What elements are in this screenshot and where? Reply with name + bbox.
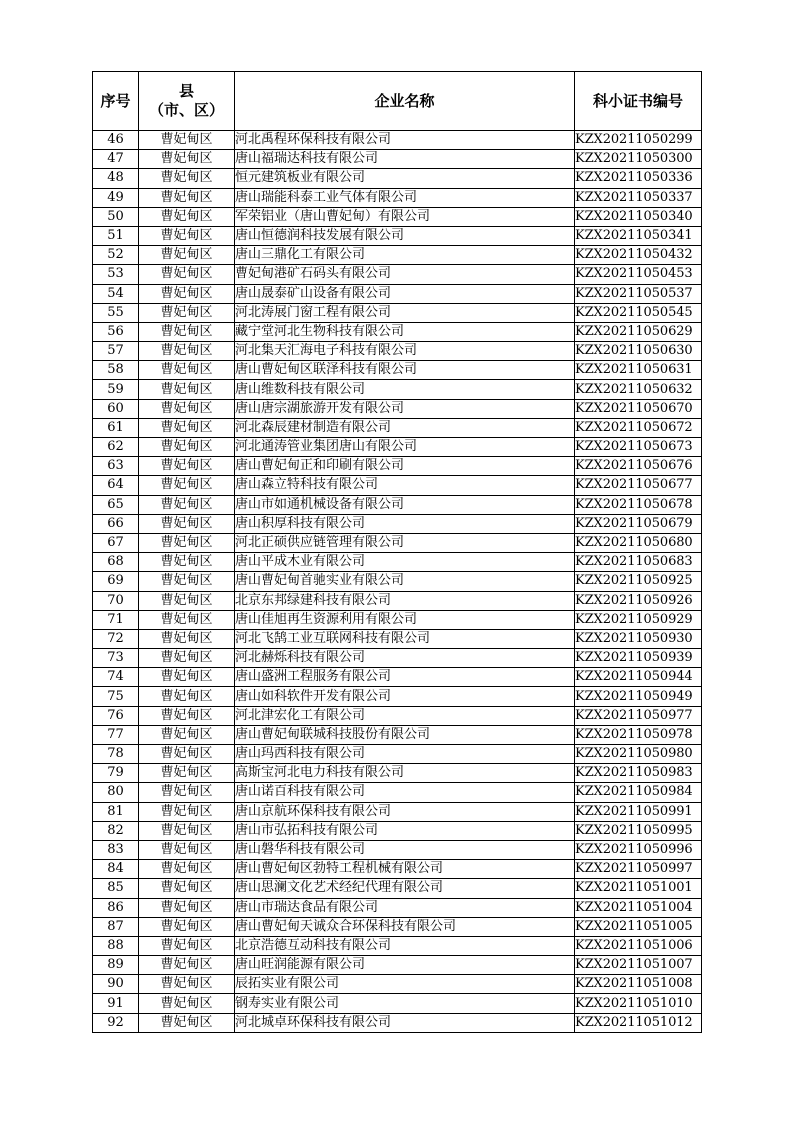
table-row [93,438,702,457]
row-county: 曹妃甸区 [139,226,235,245]
row-county: 曹妃甸区 [139,399,235,418]
row-seq: 91 [93,994,139,1013]
row-seq: 92 [93,1013,139,1032]
row-cert-number: KZX20211050930 [575,629,702,648]
table-row [93,745,702,764]
row-county: 曹妃甸区 [139,495,235,514]
table-row [93,975,702,994]
row-cert-number: KZX20211050629 [575,322,702,341]
row-county: 曹妃甸区 [139,591,235,610]
row-county: 曹妃甸区 [139,207,235,226]
row-county: 曹妃甸区 [139,629,235,648]
row-county: 曹妃甸区 [139,802,235,821]
table-row [93,879,702,898]
row-seq: 57 [93,342,139,361]
row-county: 曹妃甸区 [139,418,235,437]
row-cert-number: KZX20211050984 [575,783,702,802]
row-cert-number: KZX20211050679 [575,514,702,533]
row-cert-number: KZX20211051012 [575,1013,702,1032]
row-county: 曹妃甸区 [139,150,235,169]
header-cert: 科小证书编号 [575,72,702,131]
row-seq: 86 [93,898,139,917]
row-county: 曹妃甸区 [139,936,235,955]
row-seq: 79 [93,764,139,783]
table-row [93,821,702,840]
row-seq: 53 [93,265,139,284]
row-company-name: 河北禹程环保科技有限公司 [235,131,575,150]
row-seq: 63 [93,457,139,476]
row-company-name: 河北赫烁科技有限公司 [235,649,575,668]
header-seq: 序号 [93,72,139,131]
row-company-name: 唐山市如通机械设备有限公司 [235,495,575,514]
row-company-name: 唐山福瑞达科技有限公司 [235,150,575,169]
row-county: 曹妃甸区 [139,840,235,859]
row-seq: 56 [93,322,139,341]
row-company-name: 北京浩德互动科技有限公司 [235,936,575,955]
row-cert-number: KZX20211051010 [575,994,702,1013]
table-row [93,936,702,955]
row-company-name: 唐山恒德润科技发展有限公司 [235,226,575,245]
row-cert-number: KZX20211051008 [575,975,702,994]
row-county: 曹妃甸区 [139,476,235,495]
row-seq: 76 [93,706,139,725]
row-cert-number: KZX20211050341 [575,226,702,245]
row-county: 曹妃甸区 [139,706,235,725]
table-row [93,265,702,284]
row-county: 曹妃甸区 [139,975,235,994]
row-county: 曹妃甸区 [139,303,235,322]
row-cert-number: KZX20211051001 [575,879,702,898]
row-county: 曹妃甸区 [139,131,235,150]
table-row [93,917,702,936]
row-seq: 59 [93,380,139,399]
row-seq: 75 [93,687,139,706]
row-county: 曹妃甸区 [139,265,235,284]
row-seq: 68 [93,553,139,572]
row-company-name: 唐山曹妃甸正和印刷有限公司 [235,457,575,476]
row-company-name: 河北集天汇海电子科技有限公司 [235,342,575,361]
row-cert-number: KZX20211050996 [575,840,702,859]
row-cert-number: KZX20211050939 [575,649,702,668]
row-cert-number: KZX20211050676 [575,457,702,476]
row-cert-number: KZX20211050997 [575,860,702,879]
row-county: 曹妃甸区 [139,821,235,840]
table-row [93,764,702,783]
row-cert-number: KZX20211050677 [575,476,702,495]
row-county: 曹妃甸区 [139,860,235,879]
row-county: 曹妃甸区 [139,361,235,380]
row-cert-number: KZX20211050977 [575,706,702,725]
row-cert-number: KZX20211050300 [575,150,702,169]
row-county: 曹妃甸区 [139,764,235,783]
row-cert-number: KZX20211050678 [575,495,702,514]
row-seq: 88 [93,936,139,955]
row-cert-number: KZX20211050929 [575,610,702,629]
row-company-name: 唐山诺百科技有限公司 [235,783,575,802]
table-row [93,150,702,169]
row-company-name: 唐山积厚科技有限公司 [235,514,575,533]
table-row [93,994,702,1013]
row-company-name: 唐山晟泰矿山设备有限公司 [235,284,575,303]
table-row [93,956,702,975]
row-cert-number: KZX20211050545 [575,303,702,322]
row-cert-number: KZX20211050949 [575,687,702,706]
row-county: 曹妃甸区 [139,514,235,533]
table-row [93,840,702,859]
table-row [93,188,702,207]
row-seq: 52 [93,246,139,265]
row-county: 曹妃甸区 [139,917,235,936]
row-company-name: 唐山磐华科技有限公司 [235,840,575,859]
row-cert-number: KZX20211050299 [575,131,702,150]
row-county: 曹妃甸区 [139,284,235,303]
table-row [93,1013,702,1032]
row-seq: 80 [93,783,139,802]
row-company-name: 藏宁堂河北生物科技有限公司 [235,322,575,341]
row-seq: 60 [93,399,139,418]
table-header-row [93,72,702,131]
row-county: 曹妃甸区 [139,322,235,341]
table-row [93,380,702,399]
row-company-name: 唐山玛西科技有限公司 [235,745,575,764]
row-company-name: 唐山曹妃甸首驰实业有限公司 [235,572,575,591]
table-row [93,898,702,917]
row-company-name: 唐山市弘拓科技有限公司 [235,821,575,840]
row-company-name: 唐山曹妃甸联城科技股份有限公司 [235,725,575,744]
header-county-line2: （市、区） [148,101,224,119]
row-county: 曹妃甸区 [139,879,235,898]
row-cert-number: KZX20211050632 [575,380,702,399]
row-county: 曹妃甸区 [139,342,235,361]
table-row [93,649,702,668]
row-cert-number: KZX20211050944 [575,668,702,687]
table-row [93,668,702,687]
table-row [93,207,702,226]
row-seq: 90 [93,975,139,994]
row-cert-number: KZX20211050537 [575,284,702,303]
row-cert-number: KZX20211050337 [575,188,702,207]
row-seq: 65 [93,495,139,514]
row-seq: 64 [93,476,139,495]
row-seq: 78 [93,745,139,764]
row-company-name: 河北城卓环保科技有限公司 [235,1013,575,1032]
row-seq: 72 [93,629,139,648]
row-seq: 87 [93,917,139,936]
table-row [93,495,702,514]
table-row [93,284,702,303]
row-seq: 61 [93,418,139,437]
table-row [93,476,702,495]
row-cert-number: KZX20211050978 [575,725,702,744]
row-company-name: 唐山京航环保科技有限公司 [235,802,575,821]
row-county: 曹妃甸区 [139,994,235,1013]
row-company-name: 北京东邦绿建科技有限公司 [235,591,575,610]
table-row [93,553,702,572]
table-row [93,303,702,322]
table-row [93,610,702,629]
row-company-name: 高斯宝河北电力科技有限公司 [235,764,575,783]
row-seq: 84 [93,860,139,879]
row-seq: 73 [93,649,139,668]
row-seq: 70 [93,591,139,610]
row-cert-number: KZX20211050670 [575,399,702,418]
row-county: 曹妃甸区 [139,745,235,764]
row-seq: 55 [93,303,139,322]
row-county: 曹妃甸区 [139,572,235,591]
row-cert-number: KZX20211050630 [575,342,702,361]
row-seq: 74 [93,668,139,687]
table-row [93,131,702,150]
row-cert-number: KZX20211050680 [575,533,702,552]
row-company-name: 唐山三鼎化工有限公司 [235,246,575,265]
row-cert-number: KZX20211051007 [575,956,702,975]
row-company-name: 唐山佳旭再生资源利用有限公司 [235,610,575,629]
row-seq: 71 [93,610,139,629]
row-cert-number: KZX20211050672 [575,418,702,437]
row-company-name: 钢寿实业有限公司 [235,994,575,1013]
row-company-name: 唐山曹妃甸区勃特工程机械有限公司 [235,860,575,879]
row-company-name: 唐山森立特科技有限公司 [235,476,575,495]
table-row [93,572,702,591]
row-seq: 58 [93,361,139,380]
row-cert-number: KZX20211050683 [575,553,702,572]
table-row [93,802,702,821]
row-seq: 89 [93,956,139,975]
row-company-name: 河北涛展门窗工程有限公司 [235,303,575,322]
row-company-name: 辰拓实业有限公司 [235,975,575,994]
table-row [93,514,702,533]
row-county: 曹妃甸区 [139,649,235,668]
row-cert-number: KZX20211050631 [575,361,702,380]
row-company-name: 唐山维数科技有限公司 [235,380,575,399]
row-company-name: 唐山思澜文化艺术经纪代理有限公司 [235,879,575,898]
row-county: 曹妃甸区 [139,188,235,207]
row-seq: 82 [93,821,139,840]
row-company-name: 河北正硕供应链管理有限公司 [235,533,575,552]
row-county: 曹妃甸区 [139,725,235,744]
row-company-name: 唐山唐宗湖旅游开发有限公司 [235,399,575,418]
row-cert-number: KZX20211050673 [575,438,702,457]
row-cert-number: KZX20211050926 [575,591,702,610]
row-seq: 54 [93,284,139,303]
enterprise-certificate-table [92,71,702,1033]
header-county-line1: 县 [178,82,194,100]
row-seq: 83 [93,840,139,859]
row-county: 曹妃甸区 [139,553,235,572]
row-seq: 50 [93,207,139,226]
row-county: 曹妃甸区 [139,898,235,917]
row-cert-number: KZX20211050925 [575,572,702,591]
row-seq: 47 [93,150,139,169]
row-cert-number: KZX20211050995 [575,821,702,840]
row-cert-number: KZX20211051004 [575,898,702,917]
row-county: 曹妃甸区 [139,246,235,265]
table-row [93,418,702,437]
row-company-name: 唐山旺润能源有限公司 [235,956,575,975]
row-cert-number: KZX20211051005 [575,917,702,936]
row-company-name: 恒元建筑板业有限公司 [235,169,575,188]
row-company-name: 河北津宏化工有限公司 [235,706,575,725]
table-row [93,725,702,744]
row-cert-number: KZX20211050983 [575,764,702,783]
row-seq: 62 [93,438,139,457]
table-row [93,591,702,610]
row-company-name: 唐山平成木业有限公司 [235,553,575,572]
row-seq: 67 [93,533,139,552]
table-row [93,533,702,552]
table-body [93,131,702,1033]
row-company-name: 唐山瑞能科泰工业气体有限公司 [235,188,575,207]
row-county: 曹妃甸区 [139,169,235,188]
table-row [93,629,702,648]
table-row [93,322,702,341]
table-row [93,226,702,245]
row-cert-number: KZX20211050991 [575,802,702,821]
table-row [93,169,702,188]
row-county: 曹妃甸区 [139,1013,235,1032]
row-county: 曹妃甸区 [139,956,235,975]
row-company-name: 唐山盛洲工程服务有限公司 [235,668,575,687]
row-seq: 49 [93,188,139,207]
row-seq: 66 [93,514,139,533]
row-company-name: 河北飞鹄工业互联网科技有限公司 [235,629,575,648]
header-county [139,72,235,131]
table-row [93,860,702,879]
table-row [93,399,702,418]
row-cert-number: KZX20211051006 [575,936,702,955]
row-company-name: 河北通涛管业集团唐山有限公司 [235,438,575,457]
row-seq: 85 [93,879,139,898]
row-company-name: 唐山市瑞达食品有限公司 [235,898,575,917]
row-cert-number: KZX20211050432 [575,246,702,265]
row-company-name: 唐山曹妃甸天诚众合环保科技有限公司 [235,917,575,936]
row-seq: 51 [93,226,139,245]
table-row [93,246,702,265]
row-county: 曹妃甸区 [139,438,235,457]
table-row [93,706,702,725]
row-seq: 81 [93,802,139,821]
row-cert-number: KZX20211050336 [575,169,702,188]
row-county: 曹妃甸区 [139,783,235,802]
row-county: 曹妃甸区 [139,457,235,476]
row-company-name: 军荣铝业（唐山曹妃甸）有限公司 [235,207,575,226]
row-county: 曹妃甸区 [139,533,235,552]
row-seq: 69 [93,572,139,591]
row-seq: 48 [93,169,139,188]
row-county: 曹妃甸区 [139,380,235,399]
row-company-name: 河北森辰建材制造有限公司 [235,418,575,437]
header-company: 企业名称 [235,72,575,131]
row-cert-number: KZX20211050453 [575,265,702,284]
row-seq: 77 [93,725,139,744]
table-row [93,457,702,476]
row-cert-number: KZX20211050340 [575,207,702,226]
row-county: 曹妃甸区 [139,668,235,687]
row-company-name: 唐山如科软件开发有限公司 [235,687,575,706]
row-county: 曹妃甸区 [139,687,235,706]
row-company-name: 唐山曹妃甸区联泽科技有限公司 [235,361,575,380]
table-row [93,783,702,802]
row-seq: 46 [93,131,139,150]
table-row [93,361,702,380]
row-county: 曹妃甸区 [139,610,235,629]
row-cert-number: KZX20211050980 [575,745,702,764]
table-row [93,342,702,361]
row-company-name: 曹妃甸港矿石码头有限公司 [235,265,575,284]
table-row [93,687,702,706]
